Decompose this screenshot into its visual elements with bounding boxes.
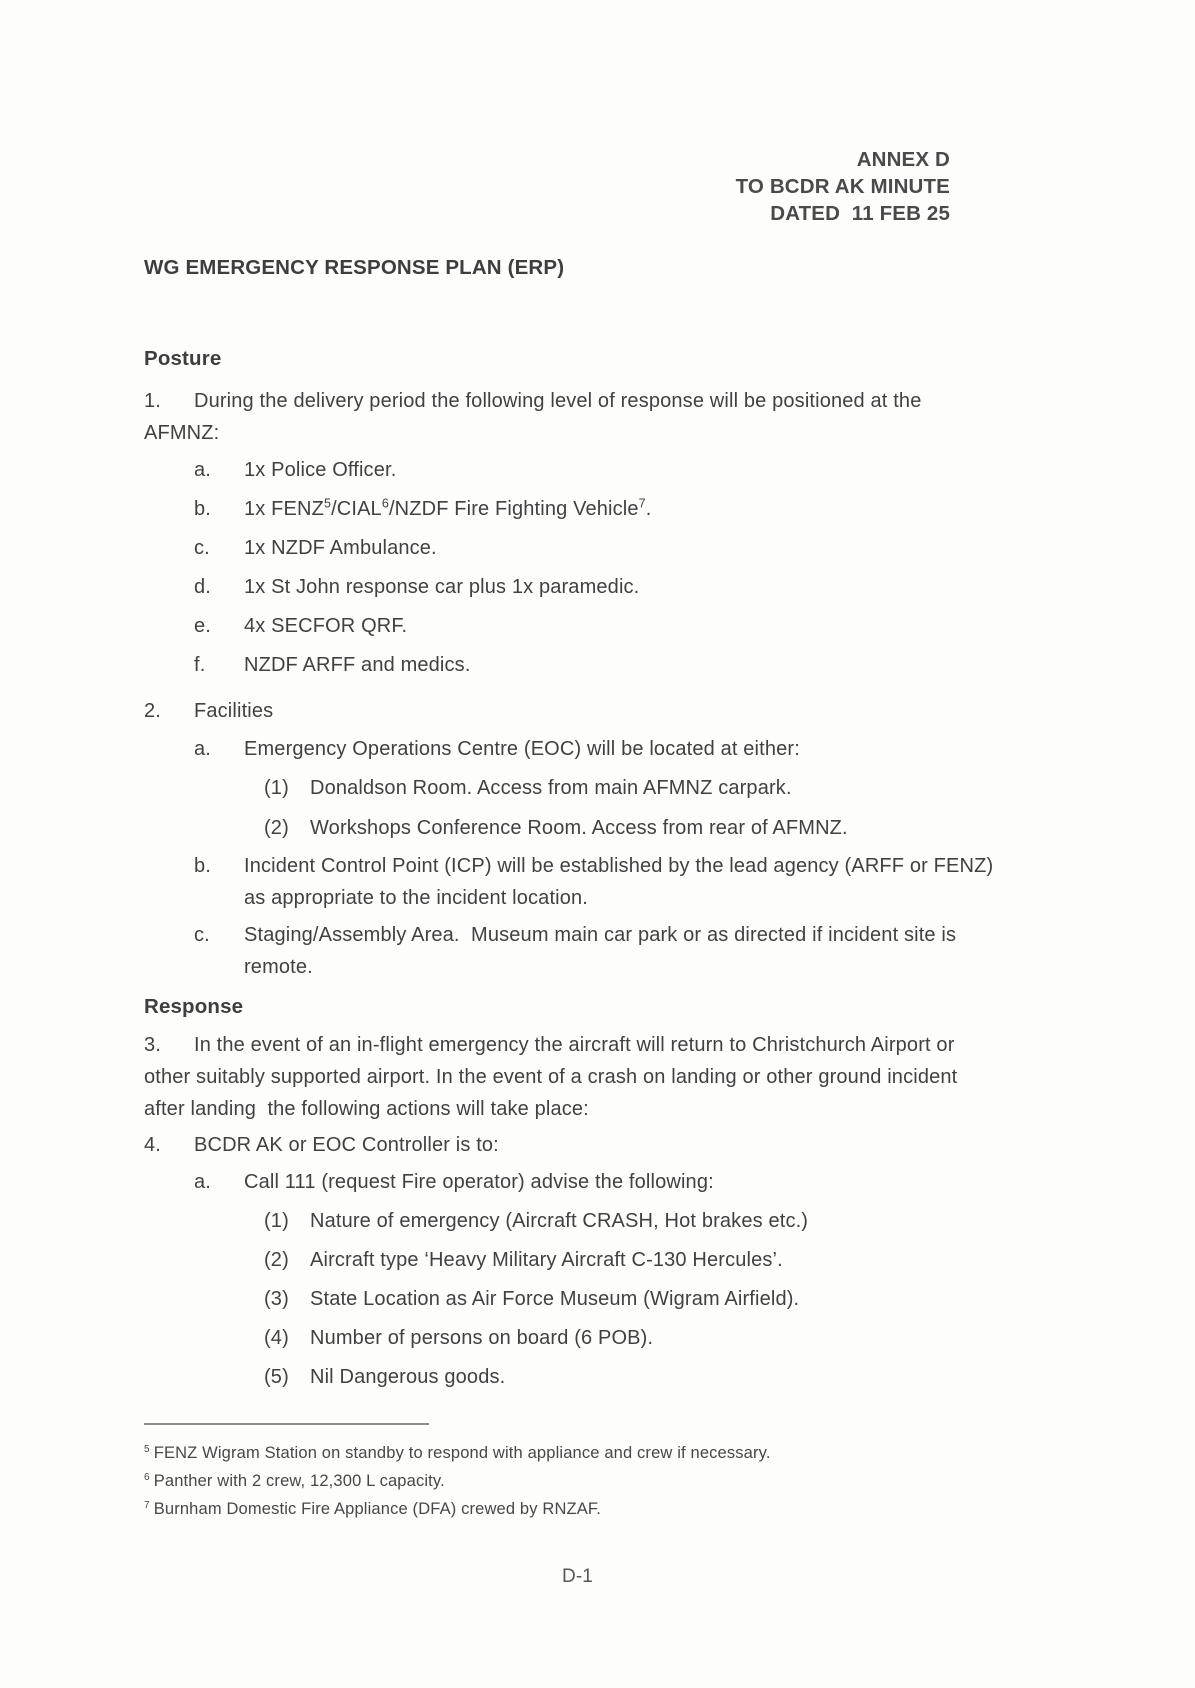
paragraph-line: other suitably supported airport. In the event of a crash on landing or other ground incident — [144, 1066, 958, 1088]
facilities-item-c — [144, 919, 1050, 983]
paragraph-line: after landing the following actions will take place: — [144, 1098, 589, 1120]
advisory-item-4 — [144, 1322, 1050, 1354]
facilities-subitem-1 — [144, 772, 1050, 804]
paragraph-2 — [144, 695, 1050, 727]
advisory-item-3 — [144, 1283, 1050, 1315]
annex-minute-line: TO BCDR AK MINUTE — [735, 175, 950, 198]
item-text: 4x SECFOR QRF. — [244, 615, 408, 637]
item-marker: c. — [194, 924, 210, 946]
paragraph-number: 3. — [144, 1034, 161, 1056]
footnote-reference: 7 — [638, 496, 646, 511]
posture-item-b — [144, 493, 1050, 525]
item-text: Number of persons on board (6 POB). — [310, 1327, 654, 1349]
item-text-line: Staging/Assembly Area. Museum main car park or as directed if incident site is — [244, 924, 957, 946]
item-text: Workshops Conference Room. Access from rear of AFMNZ. — [310, 817, 848, 839]
paragraph-line — [144, 695, 1050, 727]
item-text — [244, 493, 1050, 525]
posture-item-a — [144, 454, 1050, 486]
item-marker: (2) — [264, 817, 289, 839]
section-heading-response: Response — [144, 995, 244, 1018]
facilities-item-a — [144, 733, 1050, 765]
item-text: Nature of emergency (Aircraft CRASH, Hot brakes etc.) — [310, 1210, 809, 1232]
paragraph-line — [144, 1029, 1050, 1061]
item-marker: (5) — [264, 1366, 289, 1388]
item-marker: (1) — [264, 1210, 289, 1232]
text-segment: . — [645, 498, 652, 520]
item-marker: (2) — [264, 1249, 289, 1271]
paragraph-4 — [144, 1129, 1050, 1161]
annex-date-line: DATED 11 FEB 25 — [770, 202, 950, 225]
paragraph-line: AFMNZ: — [144, 422, 220, 444]
item-text-line: Incident Control Point (ICP) will be established by the lead agency (ARFF or FENZ) — [244, 855, 994, 877]
response-item-a — [144, 1166, 1050, 1198]
advisory-item-5 — [144, 1361, 1050, 1393]
text-segment: 1x FENZ — [244, 498, 324, 520]
footnote-6 — [144, 1467, 1050, 1495]
footnote-text: Panther with 2 crew, 12,300 L capacity. — [153, 1472, 445, 1490]
item-marker: a. — [194, 1171, 211, 1193]
paragraph-1 — [144, 385, 1050, 449]
paragraph-line — [144, 1129, 1050, 1161]
facilities-subitem-2 — [144, 812, 1050, 844]
item-text: State Location as Air Force Museum (Wigram Airfield). — [310, 1288, 800, 1310]
item-marker: f. — [194, 654, 206, 676]
item-text: Nil Dangerous goods. — [310, 1366, 506, 1388]
page-number: D-1 — [561, 1566, 594, 1587]
paragraph-text: Facilities — [194, 700, 274, 722]
item-marker: a. — [194, 738, 211, 760]
paragraph-number: 2. — [144, 700, 161, 722]
paragraph-text: BCDR AK or EOC Controller is to: — [194, 1134, 499, 1156]
posture-item-e — [144, 610, 1050, 642]
footnote-separator — [144, 1423, 429, 1425]
footnote-marker: 5 — [144, 1443, 150, 1455]
text-segment: /CIAL — [331, 498, 382, 520]
item-text: 1x Police Officer. — [244, 459, 397, 481]
footnote-marker: 6 — [144, 1471, 150, 1483]
item-marker: e. — [194, 615, 211, 637]
paragraph-number: 4. — [144, 1134, 161, 1156]
posture-item-f — [144, 649, 1050, 681]
item-text-line: as appropriate to the incident location. — [244, 887, 588, 909]
footnote-reference: 6 — [381, 496, 389, 511]
footnote-marker: 7 — [144, 1499, 150, 1511]
paragraph-3 — [144, 1029, 1050, 1125]
posture-item-d — [144, 571, 1050, 603]
item-marker: (1) — [264, 777, 289, 799]
item-text: Emergency Operations Centre (EOC) will be located at either: — [244, 738, 800, 760]
paragraph-text: During the delivery period the following level of response will be positioned at the — [194, 390, 922, 412]
item-text: Aircraft type ‘Heavy Military Aircraft C-130 Hercules’. — [310, 1249, 783, 1271]
item-marker: d. — [194, 576, 211, 598]
item-text-line: remote. — [244, 956, 313, 978]
footnote-5 — [144, 1439, 1050, 1467]
facilities-item-b — [144, 850, 1050, 914]
posture-item-c — [144, 532, 1050, 564]
item-marker: c. — [194, 537, 210, 559]
footnotes — [144, 1439, 1050, 1523]
item-text: Donaldson Room. Access from main AFMNZ carpark. — [310, 777, 792, 799]
advisory-item-2 — [144, 1244, 1050, 1276]
footnote-text: Burnham Domestic Fire Appliance (DFA) crewed by RNZAF. — [153, 1500, 602, 1518]
item-text: NZDF ARFF and medics. — [244, 654, 471, 676]
item-marker: (3) — [264, 1288, 289, 1310]
advisory-item-1 — [144, 1205, 1050, 1237]
paragraph-line — [144, 385, 1050, 417]
footnote-reference: 5 — [323, 496, 332, 511]
footnote-text: FENZ Wigram Station on standby to respond with appliance and crew if necessary. — [153, 1444, 771, 1462]
paragraph-number: 1. — [144, 390, 161, 412]
annex-title: ANNEX D — [856, 148, 950, 171]
footnote-7 — [144, 1495, 1050, 1523]
annex-header — [144, 146, 950, 227]
item-text: Call 111 (request Fire operator) advise the following: — [244, 1171, 714, 1193]
item-text: 1x St John response car plus 1x paramedic. — [244, 576, 640, 598]
item-marker: b. — [194, 498, 211, 520]
item-marker: a. — [194, 459, 211, 481]
item-text: 1x NZDF Ambulance. — [244, 537, 437, 559]
text-segment: /NZDF Fire Fighting Vehicle — [388, 498, 639, 520]
section-heading-posture: Posture — [144, 347, 222, 370]
document-title: WG EMERGENCY RESPONSE PLAN (ERP) — [144, 256, 565, 279]
paragraph-text: In the event of an in-flight emergency the aircraft will return to Christchurch Airport or — [194, 1034, 955, 1056]
item-marker: b. — [194, 855, 211, 877]
item-marker: (4) — [264, 1327, 289, 1349]
